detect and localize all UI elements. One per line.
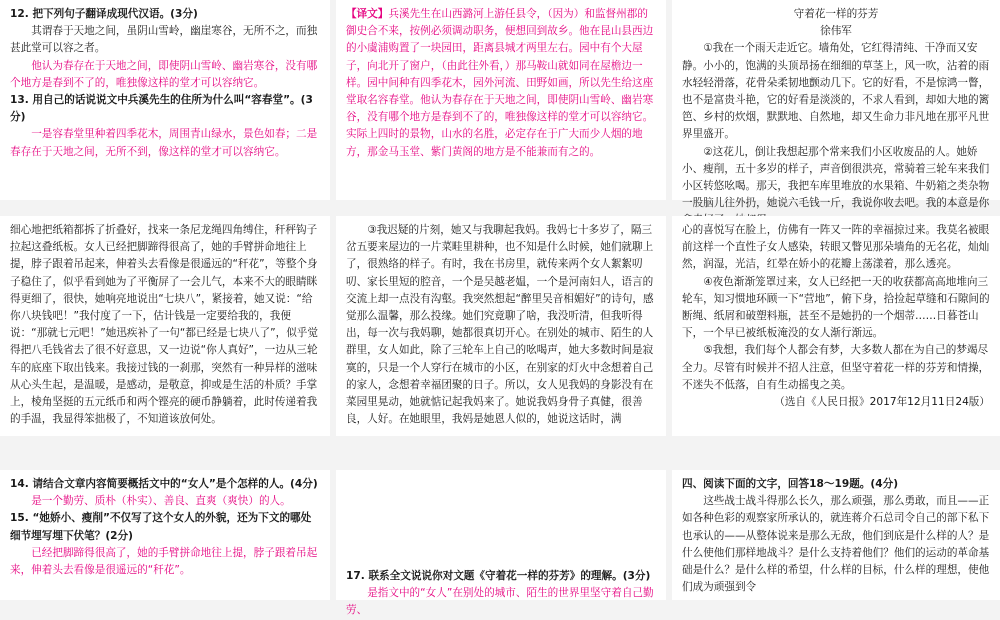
paragraph-3-continued: 心的喜悦写在脸上，仿佛有一阵又一阵的幸福掠过来。我莫名被眼前这样一个直性子女人感染，转眼又瞥见那朵墙角的无名花，灿灿然，润湿，光洁，红晕在娇小的花瓣上荡漾着，那么透亮。	[682, 224, 990, 271]
article-source: （选自《人民日报》2017年12月11日24版）	[774, 396, 990, 409]
section-4-title: 四、阅读下面的文字，回答18～19题。(4分)	[682, 478, 899, 490]
paragraph-1: ①我在一个雨天走近它。墙角处，它红得清纯、干净而又安静。小小的，饱满的头顶昂扬在细细的草茎上，风一吹，沾着的雨水轻轻滑落，花骨朵柔韧地颤动几下。它的好看，不是惊鸿一瞥，也不是富贵斗艳，它的好看是淡淡的，不求人看到，却如大地的篱笆、乡村的炊烟，默默地、自然地，却又生命力非凡地在那平凡世界里盛开。	[682, 42, 990, 141]
panel-question-17	[336, 470, 666, 617]
question-13: 13. 用自己的话说说文中兵溪先生的住所为什么叫“容春堂”。(3分)	[10, 94, 313, 124]
panel-article-continued-1	[0, 216, 330, 436]
question-15: 15. “她娇小、瘦削”不仅写了这个女人的外貌，还为下文的哪处细节埋写埋下伏笔？(2分)	[10, 512, 312, 542]
section-4-text: 这些战士战斗得那么长久，那么顽强，那么勇敢，而且——正如各种色彩的观察家所承认的，就连蒋介石总司令自己的部下私下也承认的——从整体说来是那么无敌，他们到底是什么样的人？是什么使他们那样地战斗？是什么支持着他们？他们的运动的革命基础是什么？是什么样的希望，什么样的目标，什么样的理想，使他们成为顽强到令	[682, 495, 990, 594]
paragraph-4: ④夜色渐渐笼罩过来，女人已经把一天的收获都高高地堆向三轮车，知习惯地环顾一下“营地”，俯下身，拾捡起草缝和石隙间的断绳、纸屑和破塑料瓶，甚至不是她扔的一个烟蒂……日暮苍山下，一个早已被纸板淹没的女人渐行渐远。	[682, 275, 990, 340]
answer-13: 一是容春堂里种着四季花木，周围青山绿水，景色如春；二是春存在于天地之间，无所不到，像这样的堂才可以容纳它。	[10, 128, 318, 158]
answer-12: 他认为春存在于天地之间，即使阴山雪岭、幽岩寒谷，没有哪个地方是春到不了的，唯独像这样的堂才可以容纳它。	[10, 59, 318, 89]
paragraph-2: ②这花儿，倒让我想起那个常来我们小区收废品的人。她娇小、瘦削，五十多岁的样子，声音倒很洪亮，常骑着三轮车来我们小区转悠吆喝。那天，我把车库里堆放的水果箱、牛奶箱之类杂物一股脑儿往外扔，她说六毛钱一斤，我说你收去吧。我的本意是你	[682, 145, 990, 210]
panel-section-4	[672, 470, 1000, 600]
panel-article-start	[672, 0, 1000, 210]
translation-tag: 【译文】	[346, 8, 389, 20]
panel-questions-12-13	[0, 0, 330, 200]
article-author: 徐伟军	[820, 25, 852, 38]
answer-15: 已经把脚蹄得很高了，她的手臂拼命地往上提，脖子跟着吊起来，伸着头去看像是很遥远的“秆花”。	[10, 546, 318, 577]
question-12-text: 其谓春于天地之间，虽阴山雪岭，幽崖寒谷，无所不之，而独甚此堂可以容之者。	[10, 25, 318, 55]
paragraph-2-continued: 细心地把纸箱都拆了折叠好，找来一条尼龙绳四角缚住，秆秤钩子拉起这叠纸板。女人已经把脚蹄得很高了，她的手臂拼命地往上提，脖子跟着吊起来，伸着头去看像是很遥远的“秆花”，等整个身子稳住了，似乎看到她为了平衡屏了一会儿气，本来不大的眼睛眯得更细了，很快，她响亮地说出“七块八”，紧接着，她又说：“给你八块钱吧！”我付度了一下，估计钱是一定要给我的，我便说：“那就七元吧！”她迅疾补了一句“都已经是七块八了”，似乎觉得把八毛钱省去了很不好意思，又一边说“你人真好”，一边从三轮车的底座下取出钱来。我接过钱的一刹那，突然有一种异样的滋味从心头生起，是温暖，是感动，是敬意，抑或是生活的朴质？手掌上，棱角坚挺的五元纸币和两个铿亮的硬币静躺着，此时传递着我的手温，我显得笨拙极了，不知道该放何处。	[10, 224, 318, 426]
answer-17: 是指文中的“女人”在别处的城市、陌生的世界里坚守着自己勤劳、	[346, 587, 654, 617]
paragraph-5: ⑤我想，我们每个人都会有梦，大多数人都在为自己的梦竭尽全力。尽管有时候并不招人注意，但坚守着花一样的芬芳和情操，不迷失不低落，自有生动摇曳之美。	[682, 344, 990, 391]
question-17: 17. 联系全文说说你对文题《守着花一样的芬芳》的理解。(3分)	[346, 570, 651, 582]
question-12: 12. 把下列句子翻译成现代汉语。(3分)	[10, 8, 198, 20]
answer-14: 是一个勤劳、质朴（朴实）、善良、直爽（爽快）的人。	[31, 495, 291, 508]
translation-text: 兵溪先生在山西潞河上游任县令，（因为）和监督州郡的御史合不来，按例必须调动职务，便想回到故乡。他在昆山县西边的小虞浦购置了一块园田，距离县城才两里左右。园中有个大屋子，向北开了窗户，（由此往外看，）那马鞍山就如同在屋檐边一样。园中间种有四季花木，园外河流、田野如画，所以先生给这座堂取名容春堂。他认为春存在于天地之间，即使阴山雪岭、幽岩寒谷，没有哪个地方是春到不了的，唯独像这样的堂才可以容纳它。实际上四时的景物，山水的名胜，必定存在于广大而少人烟的地方，那金马玉堂、紫门黄阁的地方是不能兼而有之的。	[346, 8, 654, 158]
blank-space	[346, 476, 656, 568]
paragraph-3: ③我迟疑的片刻，她又与我聊起我妈。我妈七十多岁了，隔三岔五要来屋边的一片菜畦里耕种，也不知是什么时候，她们就聊上了，很熟络的样子。有时，我在书房里，就传来两个女人絮絮叨叨、家长里短的腔音，一个是吴越老媪，一个是河南妇人，语言的交流上却一点没有沟壑。我突然想起“醉里吴音相媚好”的诗句，感觉那么温馨，那么投缘。她们究竟聊了啥，我没听清，但我听得出，每一次与我妈聊，她都很真切开心。在别处的城市、陌生的人群里，女人如此，除了三轮车上自己的吆喝声，她大多数时间是寂寞的，只是一个人穿行在城市的小区，在别家的灯火中念想着自己的家人，念想着幸福团聚的日子。所以，女人见我妈的身影没有在菜园里晃动，她就惦记起我妈来了。她说我妈身骨子真健，很善良，人好。在她眼里，我妈是她恩人似的，她说这话时，满	[346, 224, 654, 426]
question-14: 14. 请结合文章内容简要概括文中的“女人”是个怎样的人。(4分)	[10, 478, 318, 490]
panel-questions-14-15	[0, 470, 330, 600]
panel-article-continued-3	[672, 216, 1000, 436]
panel-article-continued-2	[336, 216, 666, 436]
article-title: 守着花一样的芬芳	[793, 8, 879, 20]
panel-translation	[336, 0, 666, 200]
